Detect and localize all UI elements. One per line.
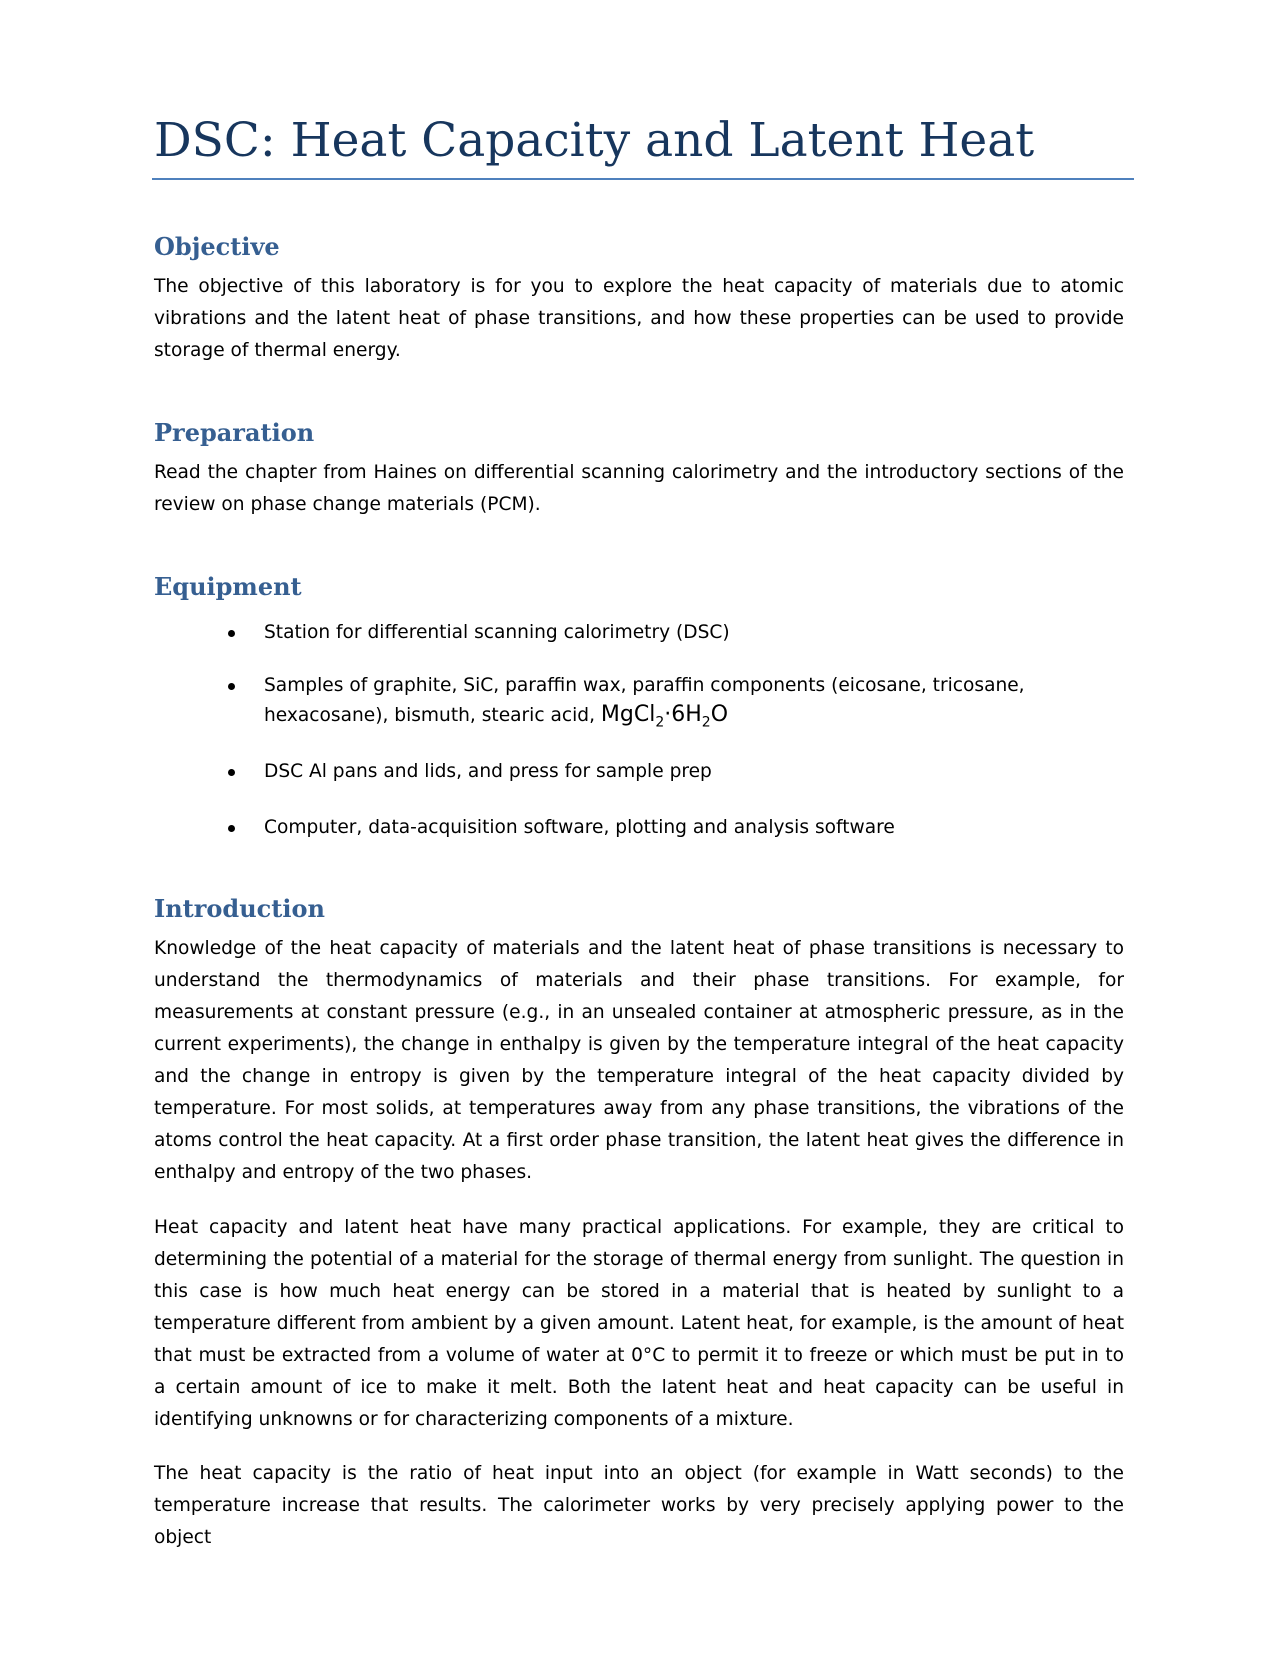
objective-heading: Objective (154, 232, 280, 261)
equipment-item-text (264, 671, 1118, 737)
equipment-item-text: Computer, data-acquisition software, plotting and analysis software (264, 817, 895, 838)
bullet-icon (228, 769, 235, 776)
preparation-text: Read the chapter from Haines on differential scanning calorimetry and the introductory sections of the review on phase change materials (PCM). (154, 462, 1124, 515)
preparation-heading: Preparation (154, 418, 315, 447)
introduction-heading: Introduction (154, 894, 325, 923)
equipment-item-text: DSC Al pans and lids, and press for sample prep (264, 761, 712, 782)
equipment-heading: Equipment (154, 572, 302, 601)
bullet-icon (228, 630, 235, 637)
introduction-paragraph: Heat capacity and latent heat have many practical applications. For example, they are critical to determining the potential of a material for the storage of thermal energy from sunlight. The question in this case is how much heat energy can be stored in a material that is heated by sunlight to a temperature different from ambient by a given amount. Latent heat, for example, is the amount of heat that must be extracted from a volume of water at 0°C to permit it to freeze or which must be put in to a certain amount of ice to make it melt. Both the latent heat and heat capacity can be useful in identifying unknowns or for characterizing components of a mixture. (154, 1217, 1124, 1430)
introduction-paragraph: Knowledge of the heat capacity of materials and the latent heat of phase transitions is necessary to understand the thermodynamics of materials and their phase transitions. For example, for measurements at constant pressure (e.g., in an unsealed container at atmospheric pressure, as in the current experiments), the change in enthalpy is given by the temperature integral of the heat capacity and the change in entropy is given by the temperature integral of the heat capacity divided by temperature. For most solids, at temperatures away from any phase transitions, the vibrations of the atoms control the heat capacity. At a first order phase transition, the latent heat gives the difference in enthalpy and entropy of the two phases. (154, 938, 1124, 1183)
equipment-item-text: Station for differential scanning calorimetry (DSC) (264, 622, 730, 643)
objective-text: The objective of this laboratory is for you to explore the heat capacity of materials due to atomic vibrations and the latent heat of phase transitions, and how these properties can be used to provide storage of thermal energy. (154, 276, 1124, 361)
document-title: DSC: Heat Capacity and Latent Heat (154, 113, 1035, 168)
title-underline (152, 178, 1134, 180)
equipment-list-item (228, 618, 1118, 647)
equipment-list-item (228, 671, 1118, 737)
equipment-list-item (228, 813, 1118, 842)
equipment-list-item (228, 757, 1118, 786)
equipment-item-samples: Samples of graphite, SiC, paraffin wax, paraffin components (eicosane, tricosane, hexacosane), bismuth, stearic acid, (264, 675, 1025, 726)
bullet-icon (228, 683, 235, 690)
introduction-paragraph: The heat capacity is the ratio of heat input into an object (for example in Watt seconds) to the temperature increase that results. The calorimeter works by very precisely applying power to the object (154, 1463, 1124, 1548)
bullet-icon (228, 825, 235, 832)
chemical-formula: $MgCl_2\cdot 6H_2O$ (600, 702, 729, 731)
